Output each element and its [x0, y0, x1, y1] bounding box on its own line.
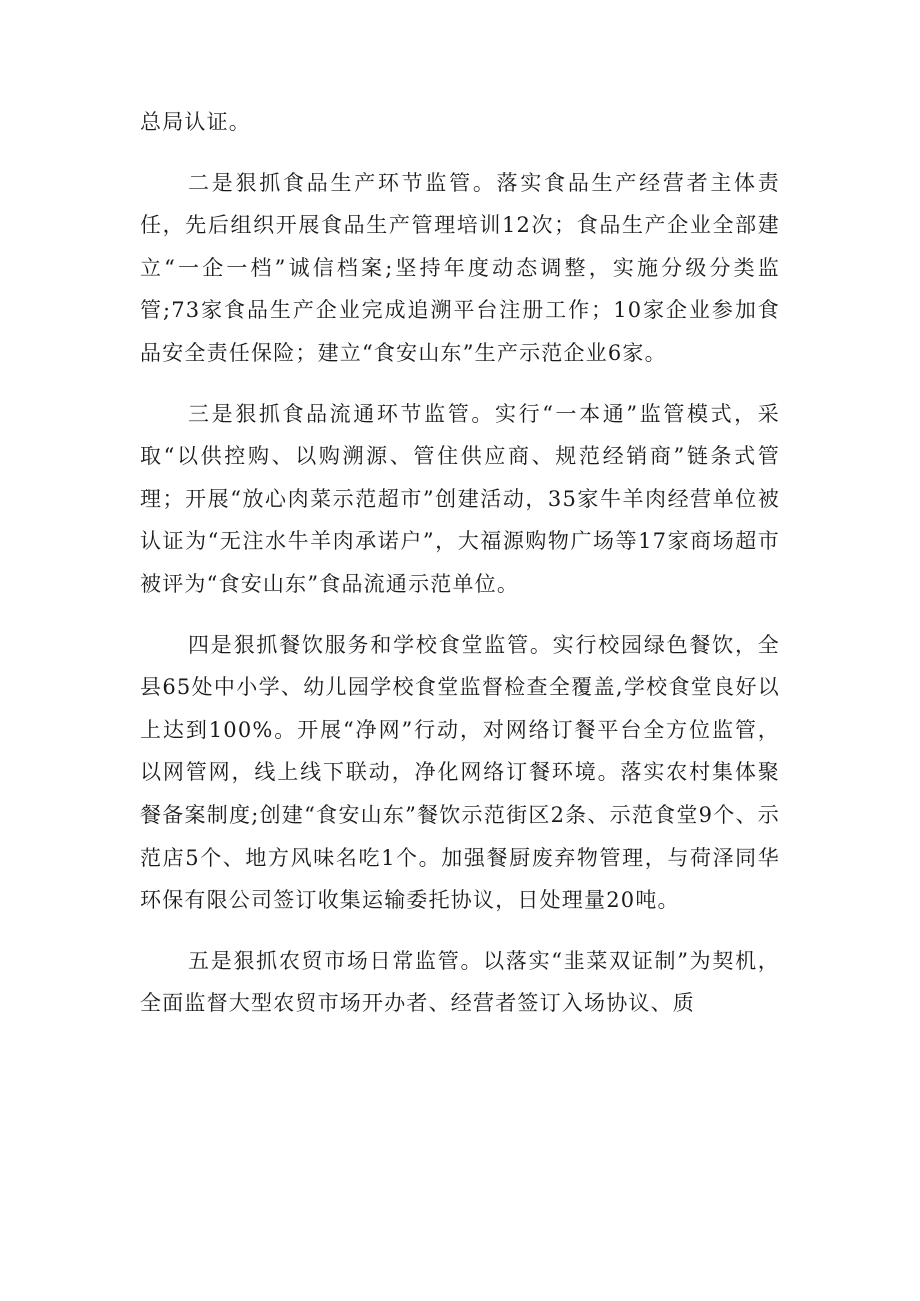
paragraph-catering-school-supervision: 四是狠抓餐饮服务和学校食堂监管。实行校园绿色餐饮，全县65处中小学、幼儿园学校食堂监督检查全覆盖,学校食堂良好以上达到100%。开展“净网”行动，对网络订餐平台全方位监管，以网管网，线上线下联动，净化网络订餐环境。落实农村集体聚餐备案制度;创建“食安山东”餐饮示范街区2条、示范食堂9个、示范店5个、地方风味名吃1个。加强餐厨废弃物管理，与荷泽同华环保有限公司签订收集运输委托协议，日处理量20吨。 [140, 632, 780, 913]
document-body [140, 101, 780, 1025]
paragraph-circulation-supervision: 三是狠抓食品流通环节监管。实行“一本通”监管模式，采取“以供控购、以购溯源、管住供应商、规范经销商”链条式管理；开展“放心肉菜示范超市”创建活动，35家牛羊肉经营单位被认证为“无注水牛羊肉承诺户”，大福源购物广场等17家商场超市被评为“食安山东”食品流通示范单位。 [140, 401, 780, 596]
paragraph-production-supervision: 二是狠抓食品生产环节监管。落实食品生产经营者主体责任，先后组织开展食品生产管理培训12次；食品生产企业全部建立“一企一档”诚信档案;坚持年度动态调整，实施分级分类监管;73家食品生产企业完成追溯平台注册工作；10家企业参加食品安全责任保险；建立“食安山东”生产示范企业6家。 [140, 170, 780, 365]
paragraph-market-supervision: 五是狠抓农贸市场日常监管。以落实“韭菜双证制”为契机，全面监督大型农贸市场开办者、经营者签订入场协议、质 [140, 948, 780, 1016]
paragraph-continuation: 总局认证。 [140, 110, 251, 134]
